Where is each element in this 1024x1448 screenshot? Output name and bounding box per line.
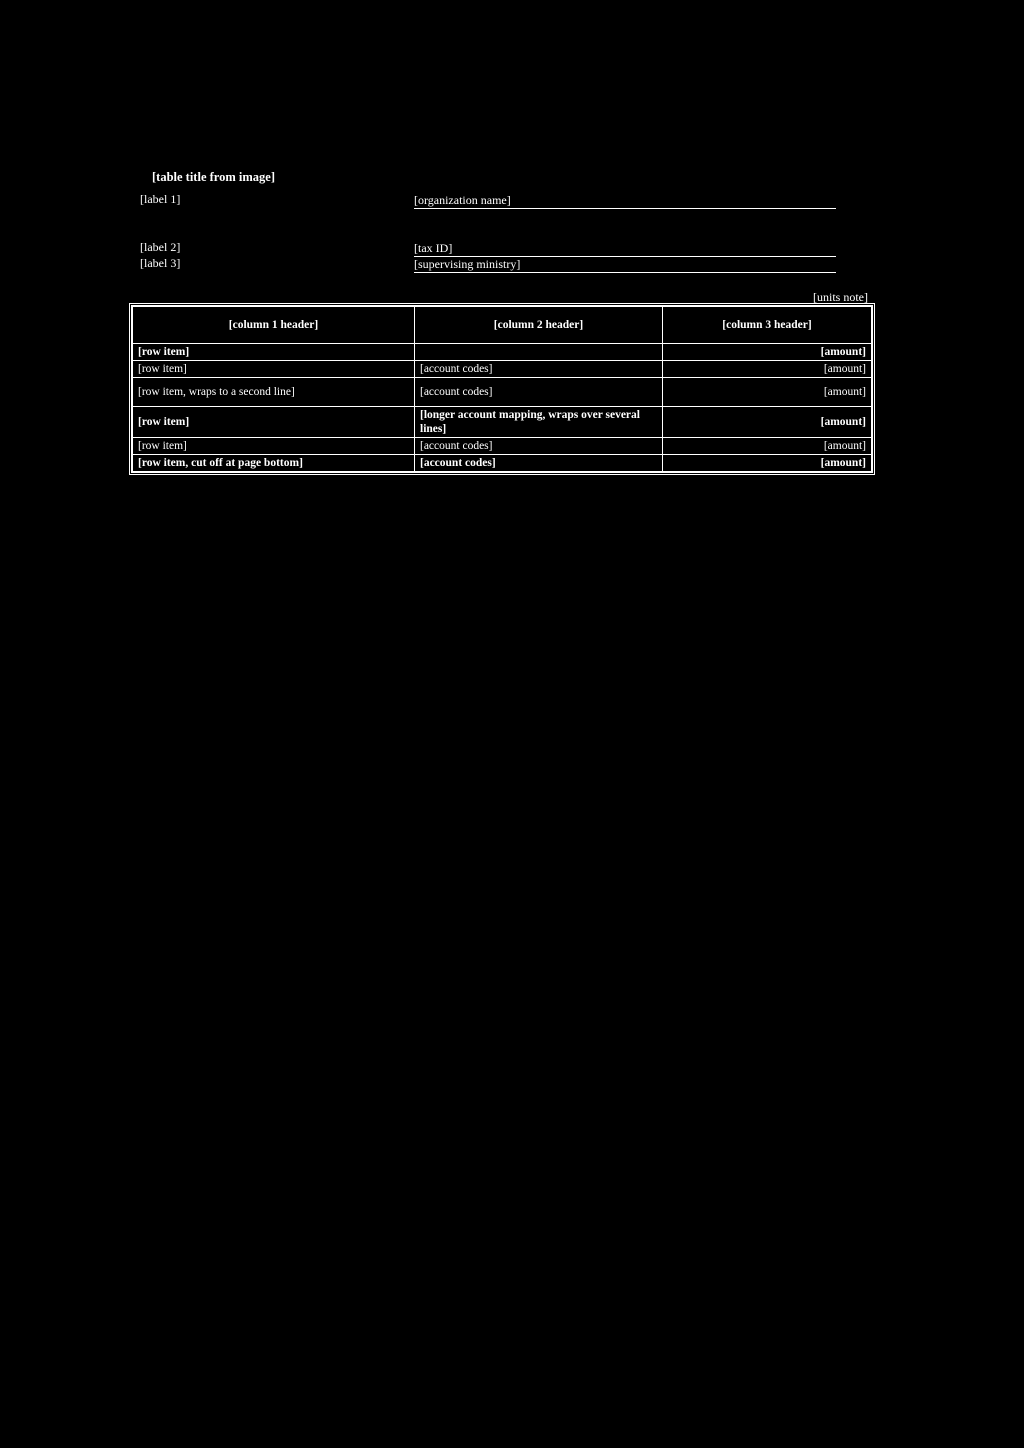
units-note: [units note] bbox=[813, 290, 868, 304]
row-item: [row item] bbox=[133, 361, 415, 378]
row-amount: [amount] bbox=[663, 361, 872, 378]
column-header-amount: [column 3 header] bbox=[663, 307, 872, 344]
ministry-value: [supervising ministry] bbox=[414, 256, 836, 273]
row-accounts: [account codes] bbox=[415, 438, 663, 455]
row-accounts: [account codes] bbox=[415, 361, 663, 378]
table-row bbox=[133, 378, 872, 407]
row-item: [row item] bbox=[133, 344, 415, 361]
column-header-accounts: [column 2 header] bbox=[415, 307, 663, 344]
org-name-label: [label 1] bbox=[140, 192, 181, 206]
row-item: [row item] bbox=[133, 407, 415, 438]
document-title: [table title from image] bbox=[152, 170, 275, 184]
table-header-row bbox=[133, 307, 872, 344]
row-item: [row item, wraps to a second line] bbox=[133, 378, 415, 407]
ministry-row bbox=[140, 256, 836, 273]
table-body bbox=[133, 344, 872, 472]
tax-id-label: [label 2] bbox=[140, 240, 181, 254]
table-row bbox=[133, 344, 872, 361]
org-name-row bbox=[140, 192, 836, 209]
table-row bbox=[133, 361, 872, 378]
table-row bbox=[133, 438, 872, 455]
row-accounts bbox=[415, 344, 663, 361]
ministry-label: [label 3] bbox=[140, 256, 181, 270]
row-accounts: [account codes] bbox=[415, 378, 663, 407]
tax-id-value: [tax ID] bbox=[414, 240, 836, 257]
row-accounts: [account codes] bbox=[415, 455, 663, 472]
row-amount: [amount] bbox=[663, 407, 872, 438]
row-amount: [amount] bbox=[663, 344, 872, 361]
row-amount: [amount] bbox=[663, 455, 872, 472]
table-row bbox=[133, 455, 872, 472]
tax-id-row bbox=[140, 240, 836, 257]
row-amount: [amount] bbox=[663, 438, 872, 455]
row-accounts: [longer account mapping, wraps over several lines] bbox=[415, 407, 663, 438]
row-item: [row item, cut off at page bottom] bbox=[133, 455, 415, 472]
org-name-value: [organization name] bbox=[414, 192, 836, 209]
row-item: [row item] bbox=[133, 438, 415, 455]
table-row bbox=[133, 407, 872, 438]
row-amount: [amount] bbox=[663, 378, 872, 407]
financial-table bbox=[129, 303, 875, 475]
column-header-item: [column 1 header] bbox=[133, 307, 415, 344]
